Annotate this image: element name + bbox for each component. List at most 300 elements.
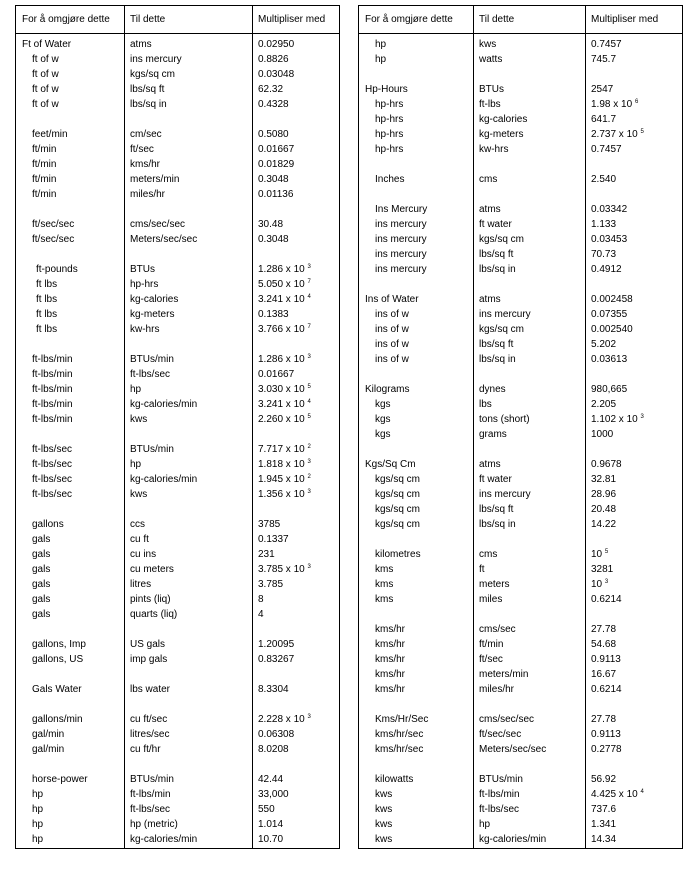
row-from-unit: ft lbs [36, 309, 58, 320]
row-to-unit: meters [479, 579, 510, 590]
multiplier-base: 1.286 x 10 [258, 354, 305, 365]
multiplier-base: 3.241 x 10 [258, 294, 305, 305]
row-multiplier: 10.70 [258, 834, 284, 845]
row-multiplier: 980,665 [591, 384, 628, 395]
row-from-unit: ins mercury [375, 249, 427, 260]
row-multiplier [591, 97, 638, 112]
multiplier-exponent: 5 [307, 414, 311, 420]
multiplier-exponent: 3 [307, 564, 311, 570]
row-from-unit: ins mercury [375, 234, 427, 245]
row-multiplier [258, 412, 311, 427]
multiplier-exponent: 3 [307, 354, 311, 360]
multiplier-exponent: 4 [307, 399, 311, 405]
row-multiplier [591, 787, 644, 802]
multiplier-base: 1.286 x 10 [258, 264, 305, 275]
row-from-unit: kms/hr [375, 684, 405, 695]
row-multiplier: 54.68 [591, 639, 617, 650]
multiplier-base: 2.737 x 10 [591, 129, 638, 140]
row-to-unit: tons (short) [479, 414, 530, 425]
row-multiplier: 2.205 [591, 399, 617, 410]
row-from-unit: hp-hrs [375, 129, 404, 140]
multiplier-exponent: 2 [307, 444, 311, 450]
row-multiplier: 8.0208 [258, 744, 289, 755]
row-from-unit: kms/hr [375, 654, 405, 665]
row-to-unit: hp-hrs [130, 279, 159, 290]
row-multiplier: 0.8826 [258, 54, 289, 65]
multiplier-exponent: 3 [307, 459, 311, 465]
row-multiplier: 231 [258, 549, 275, 560]
row-to-unit: ft/sec [479, 654, 503, 665]
row-from-unit: gal/min [32, 744, 65, 755]
multiplier-exponent: 3 [604, 579, 609, 585]
row-to-unit: kw-hrs [130, 324, 160, 335]
row-from-unit: ft-lbs/sec [32, 459, 73, 470]
row-to-unit: ft/min [479, 639, 504, 650]
row-from-unit: hp-hrs [375, 114, 404, 125]
row-to-unit: miles/hr [479, 684, 515, 695]
row-from-unit: hp [32, 804, 44, 815]
row-from-unit: ft-lbs/min [32, 414, 73, 425]
row-to-unit: kg-calories [130, 294, 179, 305]
row-to-unit: ins mercury [479, 489, 531, 500]
row-multiplier: 0.9113 [591, 654, 621, 665]
row-to-unit: miles/hr [130, 189, 166, 200]
multiplier-exponent: 3 [307, 264, 311, 270]
header-from: For å omgjøre dette [365, 14, 453, 25]
header-to: Til dette [479, 14, 515, 25]
row-multiplier: 8 [258, 594, 264, 605]
multiplier-base: 1.102 x 10 [591, 414, 638, 425]
row-from-unit: ft/min [32, 144, 57, 155]
header-to: Til dette [130, 14, 166, 25]
row-to-unit: kg-calories [479, 114, 528, 125]
row-multiplier: 56.92 [591, 774, 617, 785]
row-multiplier: 0.3048 [258, 174, 289, 185]
row-to-unit: cms/sec [479, 624, 516, 635]
row-to-unit: ins mercury [479, 309, 531, 320]
row-to-unit: lbs/sq ft [479, 504, 514, 515]
row-to-unit: cm/sec [130, 129, 162, 140]
row-to-unit: ft/sec [130, 144, 154, 155]
row-from-unit: Kilograms [365, 384, 410, 395]
row-multiplier: 16.67 [591, 669, 617, 680]
row-multiplier [258, 277, 311, 292]
row-multiplier [258, 442, 311, 457]
row-to-unit: miles [479, 594, 503, 605]
row-multiplier: 32.81 [591, 474, 617, 485]
row-multiplier [258, 487, 311, 502]
row-from-unit: hp [32, 834, 44, 845]
row-to-unit: ft-lbs/sec [130, 369, 171, 380]
row-from-unit: ft/min [32, 174, 57, 185]
row-from-unit: Ft of Water [22, 39, 72, 50]
row-multiplier: 1.014 [258, 819, 284, 830]
row-to-unit: cms/sec/sec [479, 714, 535, 725]
row-to-unit: dynes [479, 384, 506, 395]
row-from-unit: ft of w [32, 99, 59, 110]
row-from-unit: kgs/sq cm [375, 489, 421, 500]
row-multiplier: 33,000 [258, 789, 289, 800]
row-multiplier: 5.202 [591, 339, 617, 350]
row-from-unit: ins of w [375, 324, 409, 335]
multiplier-exponent: 6 [634, 99, 639, 105]
row-from-unit: ft/sec/sec [32, 219, 75, 230]
row-to-unit: lbs/sq in [479, 519, 516, 530]
row-multiplier: 0.7457 [591, 144, 622, 155]
row-to-unit: atms [479, 459, 501, 470]
multiplier-exponent: 5 [604, 549, 609, 555]
row-to-unit: kg-meters [130, 309, 175, 320]
row-multiplier: 0.07355 [591, 309, 628, 320]
row-multiplier: 550 [258, 804, 275, 815]
row-from-unit: kms/hr/sec [375, 729, 424, 740]
row-from-unit: kgs/sq cm [375, 519, 421, 530]
row-multiplier: 28.96 [591, 489, 617, 500]
row-to-unit: hp [479, 819, 491, 830]
row-to-unit: lbs/sq in [479, 354, 516, 365]
multiplier-base: 7.717 x 10 [258, 444, 305, 455]
row-to-unit: Meters/sec/sec [479, 744, 547, 755]
row-from-unit: Kms/Hr/Sec [375, 714, 429, 725]
row-from-unit: hp [32, 789, 44, 800]
row-from-unit: gals [32, 549, 51, 560]
conversion-table-right [358, 5, 683, 849]
row-to-unit: cu ft/hr [130, 744, 161, 755]
row-to-unit: lbs/sq ft [479, 249, 514, 260]
multiplier-base: 1.818 x 10 [258, 459, 305, 470]
row-multiplier: 745.7 [591, 54, 617, 65]
multiplier-exponent: 3 [307, 714, 311, 720]
row-to-unit: grams [479, 429, 507, 440]
row-to-unit: litres [130, 579, 152, 590]
row-multiplier: 2547 [591, 84, 614, 95]
row-multiplier: 3.785 [258, 579, 284, 590]
row-to-unit: cms/sec/sec [130, 219, 186, 230]
row-to-unit: BTUs/min [479, 774, 523, 785]
row-to-unit: cms [479, 549, 498, 560]
row-multiplier: 0.2778 [591, 744, 622, 755]
row-from-unit: kilometres [375, 549, 421, 560]
row-from-unit: hp [375, 39, 387, 50]
row-multiplier: 3281 [591, 564, 614, 575]
row-multiplier: 1.133 [591, 219, 617, 230]
column-divider [585, 6, 586, 848]
row-multiplier: 70.73 [591, 249, 617, 260]
row-from-unit: kws [375, 819, 393, 830]
row-from-unit: ins mercury [375, 264, 427, 275]
row-from-unit: horse-power [32, 774, 88, 785]
multiplier-base: 3.766 x 10 [258, 324, 305, 335]
row-to-unit: BTUs/min [130, 354, 174, 365]
row-from-unit: kilowatts [375, 774, 414, 785]
row-multiplier: 0.002458 [591, 294, 633, 305]
row-multiplier: 0.01667 [258, 144, 295, 155]
row-from-unit: Kgs/Sq Cm [365, 459, 416, 470]
row-to-unit: kw-hrs [479, 144, 509, 155]
row-multiplier [591, 577, 608, 592]
row-multiplier [591, 127, 644, 142]
row-from-unit: gals [32, 609, 51, 620]
row-to-unit: BTUs [479, 84, 504, 95]
column-divider [252, 6, 253, 848]
row-from-unit: hp [375, 54, 387, 65]
row-from-unit: kgs [375, 399, 391, 410]
row-multiplier: 0.01136 [258, 189, 294, 200]
row-from-unit: ft lbs [36, 324, 58, 335]
row-from-unit: feet/min [32, 129, 68, 140]
row-from-unit: kms [375, 594, 394, 605]
multiplier-base: 2.228 x 10 [258, 714, 305, 725]
row-multiplier: 27.78 [591, 624, 617, 635]
multiplier-exponent: 5 [640, 129, 644, 135]
row-to-unit: ft-lbs/sec [130, 804, 171, 815]
row-from-unit: ft-lbs/min [32, 369, 73, 380]
column-divider [473, 6, 474, 848]
multiplier-base: 2.260 x 10 [258, 414, 305, 425]
row-from-unit: ft lbs [36, 279, 58, 290]
multiplier-base: 3.030 x 10 [258, 384, 305, 395]
row-multiplier: 0.9678 [591, 459, 622, 470]
row-to-unit: litres/sec [130, 729, 170, 740]
row-multiplier [591, 412, 644, 427]
row-from-unit: Ins of Water [365, 294, 419, 305]
row-from-unit: ft/min [32, 159, 57, 170]
row-multiplier: 30.48 [258, 219, 284, 230]
row-to-unit: BTUs/min [130, 774, 174, 785]
row-from-unit: gals [32, 594, 51, 605]
row-to-unit: atms [130, 39, 152, 50]
row-multiplier: 0.6214 [591, 594, 622, 605]
row-from-unit: ft-pounds [36, 264, 78, 275]
multiplier-base: 3.785 x 10 [258, 564, 305, 575]
row-multiplier: 0.1337 [258, 534, 289, 545]
row-multiplier: 0.03613 [591, 354, 628, 365]
row-to-unit: kws [479, 39, 497, 50]
multiplier-base: 1.356 x 10 [258, 489, 305, 500]
row-multiplier: 0.03048 [258, 69, 295, 80]
row-from-unit: kgs/sq cm [375, 474, 421, 485]
row-to-unit: ft [479, 564, 485, 575]
multiplier-exponent: 5 [307, 384, 311, 390]
row-multiplier: 0.83267 [258, 654, 295, 665]
row-multiplier: 0.01829 [258, 159, 295, 170]
row-to-unit: ft-lbs/min [479, 789, 520, 800]
row-multiplier: 3785 [258, 519, 281, 530]
row-from-unit: Gals Water [32, 684, 82, 695]
row-from-unit: ft/sec/sec [32, 234, 75, 245]
row-from-unit: kms/hr/sec [375, 744, 424, 755]
row-from-unit: ft-lbs/min [32, 384, 73, 395]
row-from-unit: kms/hr [375, 639, 405, 650]
row-to-unit: hp [130, 459, 142, 470]
multiplier-exponent: 4 [307, 294, 311, 300]
row-from-unit: gallons [32, 519, 64, 530]
row-from-unit: hp-hrs [375, 144, 404, 155]
row-multiplier [258, 292, 311, 307]
column-divider [124, 6, 125, 848]
row-from-unit: ft lbs [36, 294, 58, 305]
row-multiplier: 14.34 [591, 834, 617, 845]
row-to-unit: watts [479, 54, 503, 65]
row-from-unit: gal/min [32, 729, 65, 740]
row-to-unit: pints (liq) [130, 594, 171, 605]
row-from-unit: Ins Mercury [375, 204, 428, 215]
row-to-unit: ft water [479, 474, 512, 485]
row-to-unit: BTUs [130, 264, 155, 275]
row-multiplier: 641.7 [591, 114, 617, 125]
row-multiplier: 0.02950 [258, 39, 295, 50]
row-from-unit: kws [375, 804, 393, 815]
row-to-unit: BTUs/min [130, 444, 174, 455]
row-from-unit: ins of w [375, 309, 409, 320]
row-to-unit: kgs/sq cm [479, 324, 525, 335]
row-from-unit: ft of w [32, 54, 59, 65]
row-multiplier [591, 547, 608, 562]
row-multiplier: 0.06308 [258, 729, 295, 740]
row-multiplier: 0.4328 [258, 99, 289, 110]
row-to-unit: ccs [130, 519, 145, 530]
row-multiplier: 0.5080 [258, 129, 289, 140]
row-from-unit: ft-lbs/sec [32, 489, 73, 500]
row-multiplier: 0.4912 [591, 264, 622, 275]
row-from-unit: ins mercury [375, 219, 427, 230]
row-multiplier [258, 397, 311, 412]
row-to-unit: kg-calories/min [130, 474, 198, 485]
row-to-unit: kgs/sq cm [130, 69, 176, 80]
row-multiplier [258, 472, 311, 487]
row-to-unit: hp [130, 384, 142, 395]
row-multiplier: 14.22 [591, 519, 617, 530]
row-from-unit: gallons, US [32, 654, 84, 665]
multiplier-exponent: 4 [640, 789, 644, 795]
row-multiplier: 0.6214 [591, 684, 622, 695]
row-to-unit: cu ft [130, 534, 149, 545]
row-to-unit: US gals [130, 639, 166, 650]
row-from-unit: gals [32, 534, 51, 545]
row-from-unit: hp [32, 819, 44, 830]
row-to-unit: lbs/sq ft [130, 84, 165, 95]
row-from-unit: ft of w [32, 69, 59, 80]
multiplier-base: 4.425 x 10 [591, 789, 638, 800]
row-to-unit: kg-meters [479, 129, 524, 140]
row-from-unit: ins of w [375, 354, 409, 365]
row-to-unit: lbs [479, 399, 492, 410]
multiplier-exponent: 3 [640, 414, 644, 420]
row-from-unit: kms [375, 564, 394, 575]
row-to-unit: ft-lbs [479, 99, 501, 110]
row-to-unit: kg-calories/min [130, 399, 198, 410]
row-multiplier: 27.78 [591, 714, 617, 725]
header-from: For å omgjøre dette [22, 14, 110, 25]
header-multiplier: Multipliser med [591, 14, 659, 25]
row-from-unit: ft/min [32, 189, 57, 200]
row-from-unit: kms/hr [375, 624, 405, 635]
row-multiplier [258, 562, 311, 577]
row-from-unit: gallons/min [32, 714, 83, 725]
row-multiplier: 0.9113 [591, 729, 621, 740]
row-to-unit: hp (metric) [130, 819, 178, 830]
row-multiplier: 737.6 [591, 804, 617, 815]
row-multiplier: 2.540 [591, 174, 617, 185]
row-multiplier: 1000 [591, 429, 614, 440]
row-to-unit: ft-lbs/sec [479, 804, 520, 815]
header-multiplier: Multipliser med [258, 14, 326, 25]
row-multiplier: 1.20095 [258, 639, 295, 650]
conversion-table-left [15, 5, 340, 849]
row-to-unit: atms [479, 294, 501, 305]
row-multiplier [258, 352, 311, 367]
multiplier-exponent: 7 [307, 324, 311, 330]
row-to-unit: lbs/sq in [130, 99, 167, 110]
row-to-unit: lbs/sq in [479, 264, 516, 275]
multiplier-exponent: 2 [307, 474, 311, 480]
row-multiplier: 4 [258, 609, 264, 620]
row-from-unit: ft-lbs/min [32, 354, 73, 365]
row-to-unit: imp gals [130, 654, 168, 665]
row-from-unit: kgs [375, 414, 391, 425]
multiplier-base: 10 [591, 579, 603, 590]
row-to-unit: cms [479, 174, 498, 185]
row-multiplier: 42.44 [258, 774, 284, 785]
row-from-unit: kms [375, 579, 394, 590]
row-multiplier: 0.01667 [258, 369, 295, 380]
row-from-unit: gals [32, 579, 51, 590]
row-from-unit: kgs/sq cm [375, 504, 421, 515]
row-from-unit: gallons, Imp [32, 639, 86, 650]
row-to-unit: kms/hr [130, 159, 160, 170]
row-multiplier: 8.3304 [258, 684, 289, 695]
row-to-unit: kws [130, 489, 148, 500]
row-from-unit: ft of w [32, 84, 59, 95]
multiplier-exponent: 3 [307, 489, 311, 495]
row-from-unit: ft-lbs/sec [32, 444, 73, 455]
row-multiplier [258, 457, 311, 472]
row-to-unit: cu meters [130, 564, 174, 575]
row-to-unit: kg-calories/min [479, 834, 547, 845]
row-to-unit: cu ins [130, 549, 157, 560]
row-multiplier: 0.1383 [258, 309, 289, 320]
multiplier-base: 1.945 x 10 [258, 474, 305, 485]
row-to-unit: meters/min [130, 174, 180, 185]
row-from-unit: Inches [375, 174, 405, 185]
multiplier-exponent: 7 [307, 279, 311, 285]
row-from-unit: Hp-Hours [365, 84, 408, 95]
row-multiplier [258, 322, 311, 337]
row-from-unit: kms/hr [375, 669, 405, 680]
row-from-unit: ft-lbs/sec [32, 474, 73, 485]
row-multiplier [258, 262, 311, 277]
row-multiplier: 0.3048 [258, 234, 289, 245]
row-to-unit: kgs/sq cm [479, 234, 525, 245]
row-to-unit: quarts (liq) [130, 609, 178, 620]
row-from-unit: kgs [375, 429, 391, 440]
row-to-unit: lbs water [130, 684, 171, 695]
row-from-unit: ins of w [375, 339, 409, 350]
row-to-unit: ft/sec/sec [479, 729, 522, 740]
row-from-unit: hp-hrs [375, 99, 404, 110]
multiplier-base: 1.98 x 10 [591, 99, 633, 110]
row-multiplier [258, 382, 311, 397]
row-to-unit: cu ft/sec [130, 714, 168, 725]
row-to-unit: lbs/sq ft [479, 339, 514, 350]
multiplier-base: 10 [591, 549, 603, 560]
row-to-unit: ft water [479, 219, 512, 230]
row-multiplier: 1.341 [591, 819, 617, 830]
row-to-unit: kws [130, 414, 148, 425]
row-multiplier: 0.002540 [591, 324, 633, 335]
row-to-unit: meters/min [479, 669, 529, 680]
row-to-unit: Meters/sec/sec [130, 234, 198, 245]
